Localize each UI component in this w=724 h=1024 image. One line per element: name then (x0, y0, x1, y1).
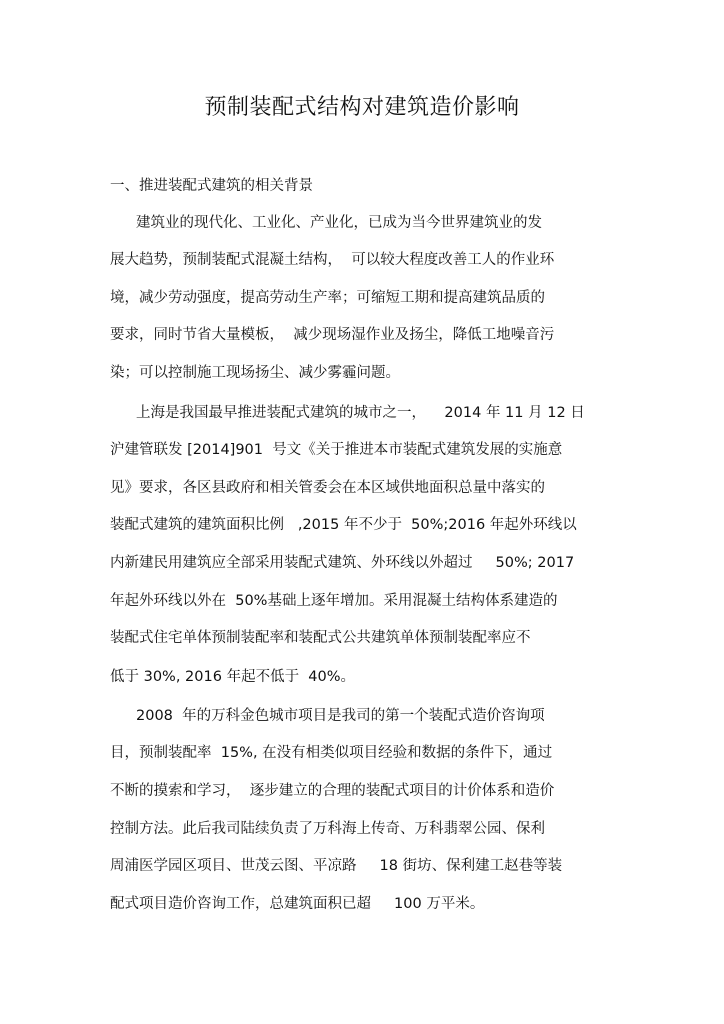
paragraph-3-line-4: 控制方法。此后我司陆续负责了万科海上传奇、万科翡翠公园、保利 (110, 821, 545, 837)
paragraph-2-line-6: 年起外环线以外在 50%基础上逐年增加。采用混凝土结构体系建造的 (110, 593, 558, 609)
document-title: 预制装配式结构对建筑造价影响 (204, 95, 520, 120)
paragraph-2-line-8: 低于 30%, 2016 年起不低于 40%。 (110, 669, 356, 685)
paragraph-1-line-5: 染；可以控制施工现场扬尘、减少雾霾问题。 (110, 365, 400, 381)
paragraph-3-line-2: 目，预制装配率 15%, 在没有相类似项目经验和数据的条件下，通过 (110, 745, 553, 761)
paragraph-1-line-4: 要求，同时节省大量模板， 减少现场湿作业及扬尘，降低工地噪音污 (110, 327, 555, 343)
paragraph-2-line-2: 沪建管联发 [2014]901 号文《关于推进本市装配式建筑发展的实施意 (110, 442, 563, 458)
paragraph-1-line-3: 境，减少劳动强度，提高劳动生产率；可缩短工期和提高建筑品质的 (110, 290, 545, 306)
paragraph-1-line-2: 展大趋势，预制装配式混凝土结构， 可以较大程度改善工人的作业环 (110, 252, 555, 268)
paragraph-2-line-3: 见》要求，各区县政府和相关管委会在本区域供地面积总量中落实的 (110, 480, 545, 496)
paragraph-3-line-5: 周浦医学园区项目、世茂云图、平凉路 18 街坊、保利建工赵巷等装 (110, 858, 563, 874)
paragraph-3-line-1: 2008 年的万科金色城市项目是我司的第一个装配式造价咨询项 (136, 708, 545, 724)
paragraph-2-line-5: 内新建民用建筑应全部采用装配式建筑、外环线以外超过 50%; 2017 (110, 555, 575, 571)
paragraph-2-line-1: 上海是我国最早推进装配式建筑的城市之一， 2014 年 11 月 12 日 (136, 405, 585, 421)
paragraph-3-line-6: 配式项目造价咨询工作，总建筑面积已超 100 万平米。 (110, 896, 485, 912)
paragraph-2-line-4: 装配式建筑的建筑面积比例 ,2015 年不少于 50%;2016 年起外环线以 (110, 517, 577, 533)
section-heading: 一、推进装配式建筑的相关背景 (110, 178, 313, 194)
paragraph-3-line-3: 不断的摸索和学习， 逐步建立的合理的装配式项目的计价体系和造价 (110, 783, 555, 799)
paragraph-2-line-7: 装配式住宅单体预制装配率和装配式公共建筑单体预制装配率应不 (110, 630, 531, 646)
paragraph-1-line-1: 建筑业的现代化、工业化、产业化，已成为当今世界建筑业的发 (136, 215, 542, 231)
